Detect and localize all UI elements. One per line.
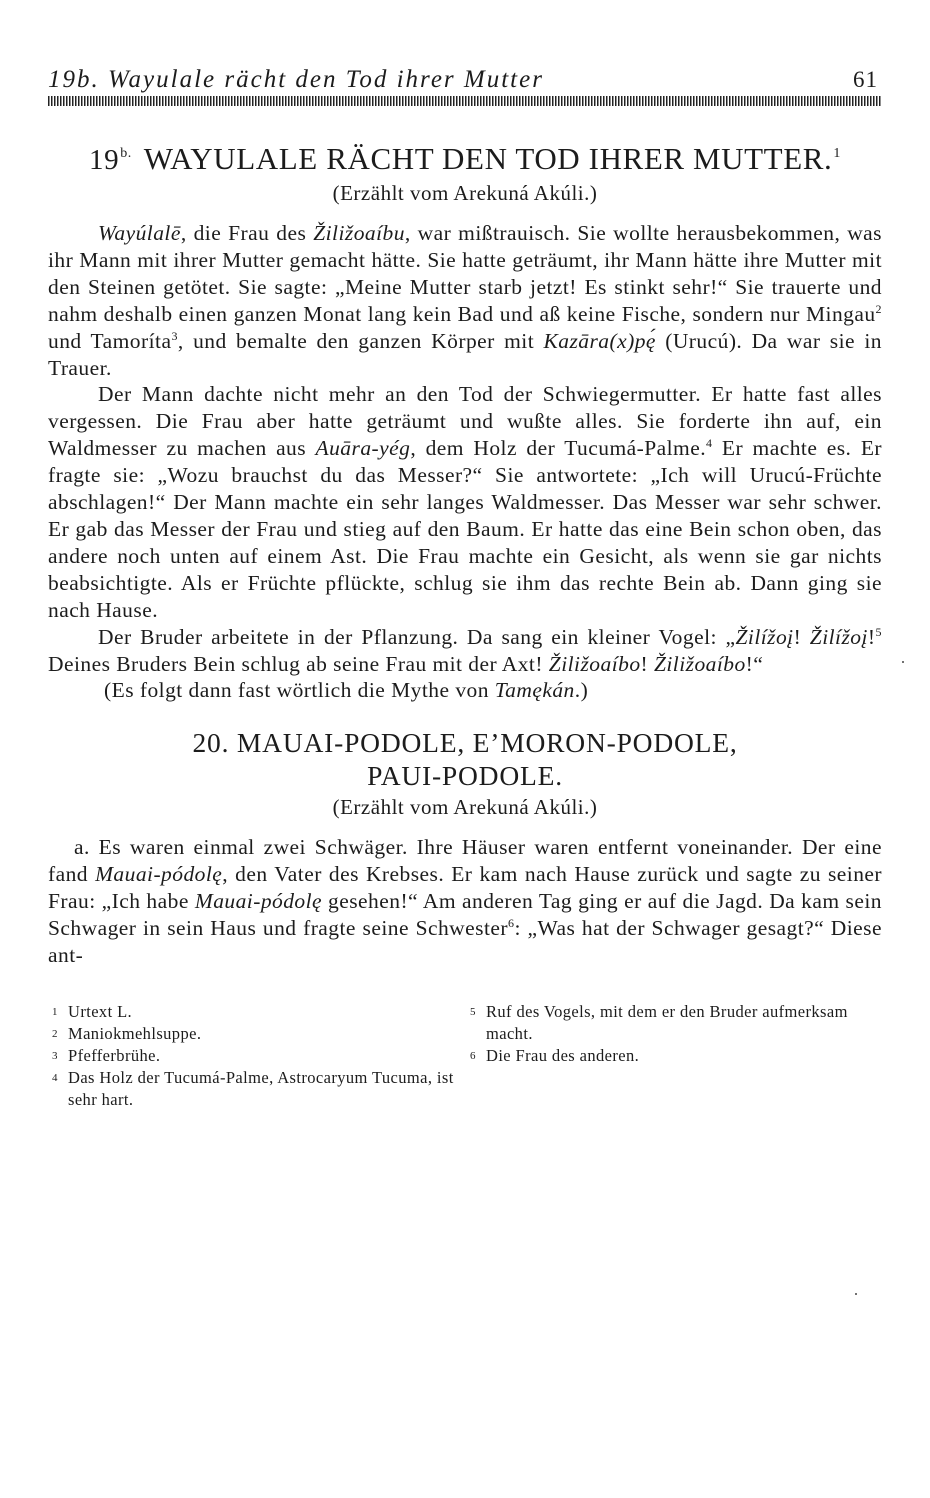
- section-19b-title: [48, 136, 882, 178]
- section-20-title-line-1: 20. MAUAI-PODOLE, E’MORON-PODOLE,: [192, 727, 738, 759]
- footnote-ref-4: 4: [706, 436, 713, 451]
- section-20-title: [48, 726, 882, 792]
- footnote-ref-2: 2: [875, 301, 882, 316]
- footnote-ref-6: 6: [507, 916, 515, 931]
- page-number: 61: [853, 67, 878, 92]
- print-speck: [855, 1293, 857, 1295]
- running-head: [48, 66, 882, 94]
- section-20-body: [48, 834, 882, 969]
- footnote-ref-3: 3: [171, 328, 178, 343]
- paragraph: Der Mann dachte nicht mehr an den Tod der Schwiegermutter. Er hatte fast alles vergessen. Die Frau aber hatte geträumt und wußte alles. Sie forderte ihn auf, ein Waldmesser zu machen aus Auāra-yég, dem Holz der Tucumá-Palme.$^4$ Er machte es. Er fragte sie: „Wozu brauchst du das Messer?“ Sie antwortete: „Ich will Urucú-Früchte abschlagen!“ Der Mann machte ein sehr langes Waldmesser. Das Messer war sehr schwer. Er gab das Messer der Frau und stieg auf den Baum. Er hatte das eine Bein schon oben, das andere noch unten auf einem Ast. Die Frau machte ein Gesicht, als wenn sie gar nichts beabsichtigte. Als er Früchte pflückte, schlug sie ihm das rechte Bein ab. Dann ging sie nach Hause.: [48, 382, 883, 622]
- book-page: [48, 66, 882, 1111]
- section-19b-number: $19^{b.}$: [89, 144, 132, 176]
- section-19b-body: [48, 220, 882, 704]
- paragraph: Wayúlalē, die Frau des Žiližoaíbu, war mißtrauisch. Sie wollte herausbekommen, was ihr Mann mit ihrer Mutter gemacht hätte. Sie hatte geträumt, ihr Mann hätte ihre Mutter mit den Steinen getötet. Sie sagte: „Meine Mutter starb jetzt! Es stinkt sehr!“ Sie trauerte und nahm deshalb einen ganzen Monat lang kein Bad und aß keine Fische, sondern nur Mingau$^2$ und Tamoríta$^3$, und bemalte den ganzen Körper mit Kazāra(x)pę́ (Urucú). Da war sie in Trauer.: [48, 221, 882, 380]
- section-20-title-line-2: PAUI-PODOLE.: [367, 760, 563, 792]
- section-20-source: (Erzählt vom Arekuná Akúli.): [332, 795, 598, 820]
- footnote: 3 Pfefferbrühe.: [52, 1045, 161, 1065]
- print-speck: [902, 661, 904, 663]
- paragraph: (Es folgt dann fast wörtlich die Mythe von Tamękán.): [104, 678, 589, 703]
- footnote: 6 Die Frau des anderen.: [470, 1045, 640, 1065]
- footnotes-right-column: [466, 1001, 882, 1111]
- running-head-title: 19b. Wayulale rächt den Tod ihrer Mutter: [48, 66, 544, 93]
- section-19b-source: (Erzählt vom Arekuná Akúli.): [332, 181, 598, 205]
- footnotes-left-column: [48, 1001, 466, 1111]
- footnote-ref-5: 5: [875, 624, 882, 639]
- footnote: 1 Urtext L.: [52, 1001, 133, 1021]
- footnote-ref-1: 1: [833, 146, 841, 161]
- footnote: 2 Maniokmehlsuppe.: [52, 1023, 202, 1043]
- footnote: 5 Ruf des Vogels, mit dem er den Bruder aufmerksam macht.: [470, 1001, 848, 1043]
- footnote: 4 Das Holz der Tucumá-Palme, Astrocaryum Tucuma, ist sehr hart.: [52, 1067, 454, 1109]
- running-head-rule: [48, 96, 882, 106]
- section-19b-heading: WAYULALE RÄCHT DEN TOD IHRER MUTTER.: [143, 141, 833, 176]
- paragraph: Der Bruder arbeitete in der Pflanzung. Da sang ein kleiner Vogel: „Žilížoį! Žilížoį!$^5$ Deines Bruders Bein schlug ab seine Frau mit der Axt! Žiližoaíbo! Žiližoaíbo!“: [48, 624, 882, 676]
- paragraph: a. Es waren einmal zwei Schwäger. Ihre Häuser waren entfernt voneinander. Der eine fand Mauai-pódolę, den Vater des Krebses. Er kam nach Hause zurück und sagte zu seiner Frau: „Ich habe Mauai-pódolę gesehen!“ Am anderen Tag ging er auf die Jagd. Da kam sein Schwager in sein Haus und fragte seine Schwester$^6$: „Was hat der Schwager gesagt?“ Diese ant-: [48, 835, 883, 967]
- footnotes: [48, 1001, 882, 1111]
- section-number-suffix: b.: [120, 146, 132, 161]
